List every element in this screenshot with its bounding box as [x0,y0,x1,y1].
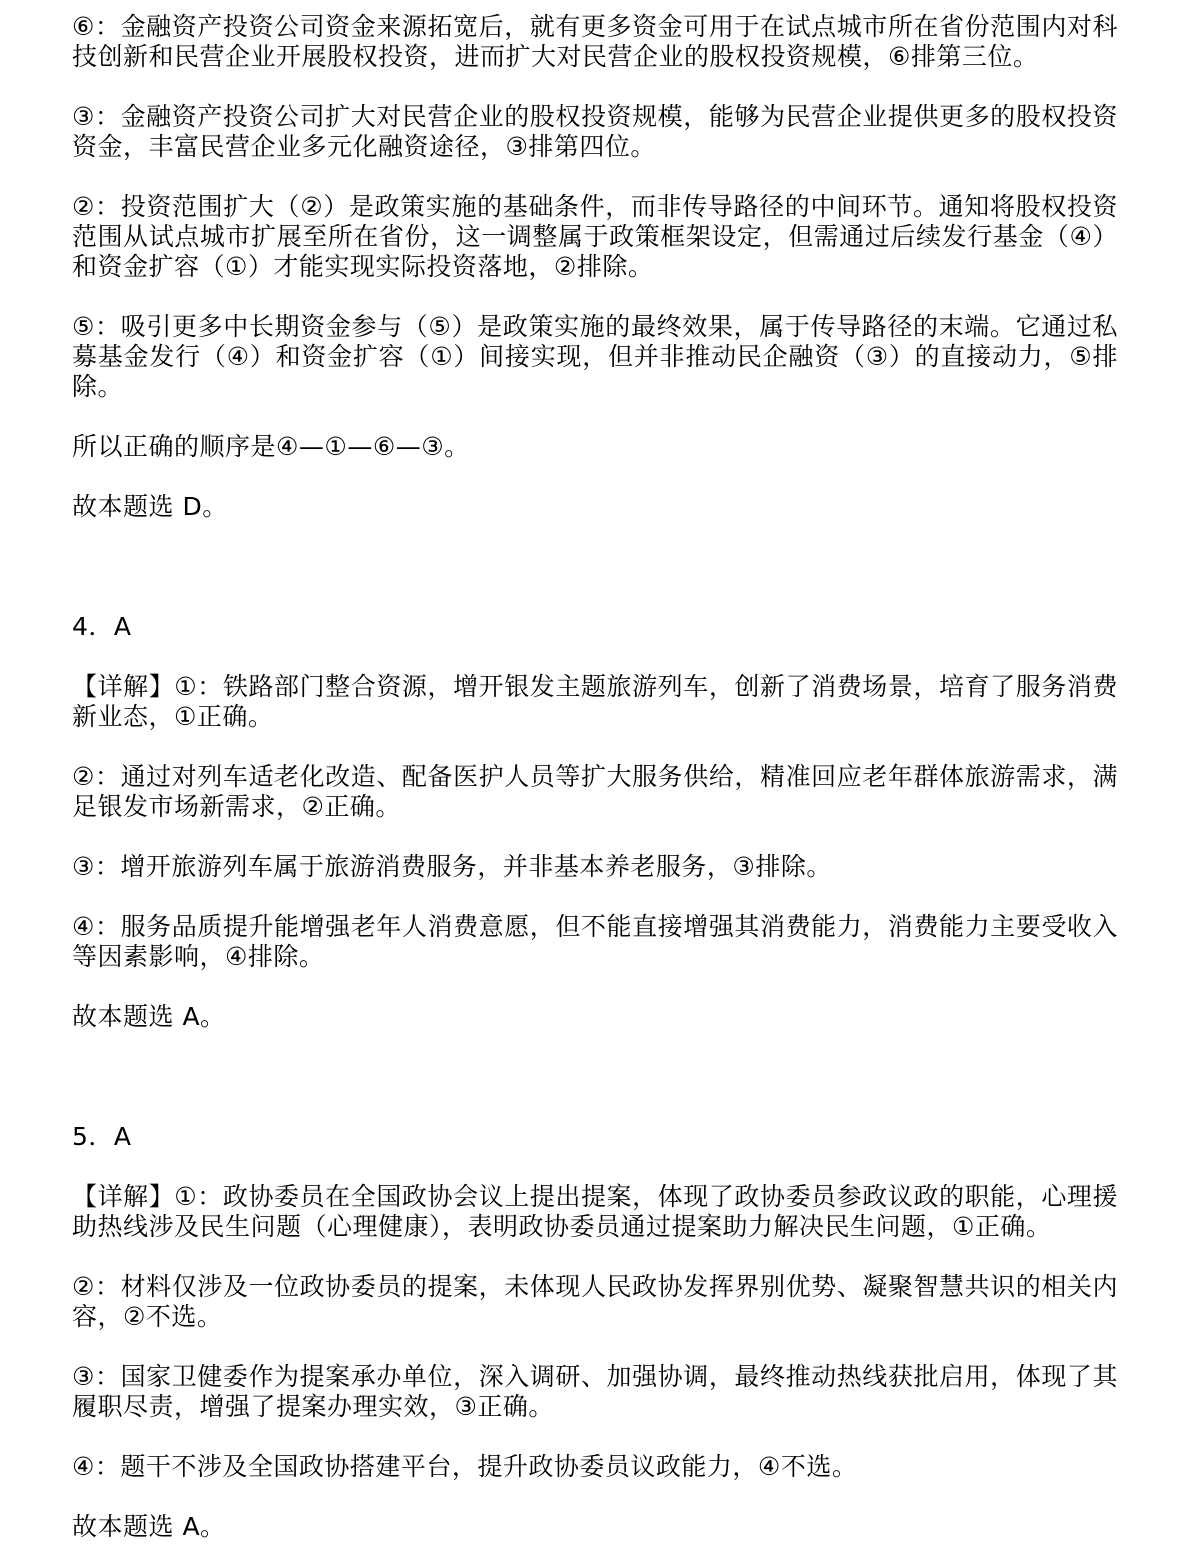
q4-detail-item-4: ④：服务品质提升能增强老年人消费意愿，但不能直接增强其消费能力，消费能力主要受收入等因素影响，④排除。 [72,912,1118,971]
q3-analysis-item-2: ②：投资范围扩大（②）是政策实施的基础条件，而非传导路径的中间环节。通知将股权投资范围从试点城市扩展至所在省份，这一调整属于政策框架设定，但需通过后续发行基金（④）和资金扩容（①）才能实现实际投资落地，②排除。 [72,192,1118,281]
question-5-answer: 5．A [72,1122,132,1151]
q5-answer-statement: 故本题选 A。 [72,1512,226,1541]
q3-conclusion-order: 所以正确的顺序是④—①—⑥—③。 [72,432,470,461]
q4-answer-statement: 故本题选 A。 [72,1002,226,1031]
q4-detail-item-2: ②：通过对列车适老化改造、配备医护人员等扩大服务供给，精准回应老年群体旅游需求，满足银发市场新需求，②正确。 [72,762,1118,821]
q5-detail-item-3: ③：国家卫健委作为提案承办单位，深入调研、加强协调，最终推动热线获批启用，体现了其履职尽责，增强了提案办理实效，③正确。 [72,1362,1118,1421]
question-4-answer: 4．A [72,612,132,641]
q3-analysis-item-5: ⑤：吸引更多中长期资金参与（⑤）是政策实施的最终效果，属于传导路径的末端。它通过私募基金发行（④）和资金扩容（①）间接实现，但并非推动民企融资（③）的直接动力，⑤排除。 [72,312,1118,401]
q5-detail-item-4: ④：题干不涉及全国政协搭建平台，提升政协委员议政能力，④不选。 [72,1452,858,1481]
q5-detail-item-1: 【详解】①：政协委员在全国政协会议上提出提案，体现了政协委员参政议政的职能，心理援助热线涉及民生问题（心理健康），表明政协委员通过提案助力解决民生问题，①正确。 [72,1182,1118,1241]
q4-detail-item-3: ③：增开旅游列车属于旅游消费服务，并非基本养老服务，③排除。 [72,852,832,881]
q3-analysis-item-6: ⑥：金融资产投资公司资金来源拓宽后，就有更多资金可用于在试点城市所在省份范围内对科技创新和民营企业开展股权投资，进而扩大对民营企业的股权投资规模，⑥排第三位。 [72,12,1118,71]
q4-detail-item-1: 【详解】①：铁路部门整合资源，增开银发主题旅游列车，创新了消费场景，培育了服务消费新业态，①正确。 [72,672,1118,731]
q3-answer-statement: 故本题选 D。 [72,492,228,521]
q5-detail-item-2: ②：材料仅涉及一位政协委员的提案，未体现人民政协发挥界别优势、凝聚智慧共识的相关内容，②不选。 [72,1272,1118,1331]
q3-analysis-item-3: ③：金融资产投资公司扩大对民营企业的股权投资规模，能够为民营企业提供更多的股权投资资金，丰富民营企业多元化融资途径，③排第四位。 [72,102,1118,161]
